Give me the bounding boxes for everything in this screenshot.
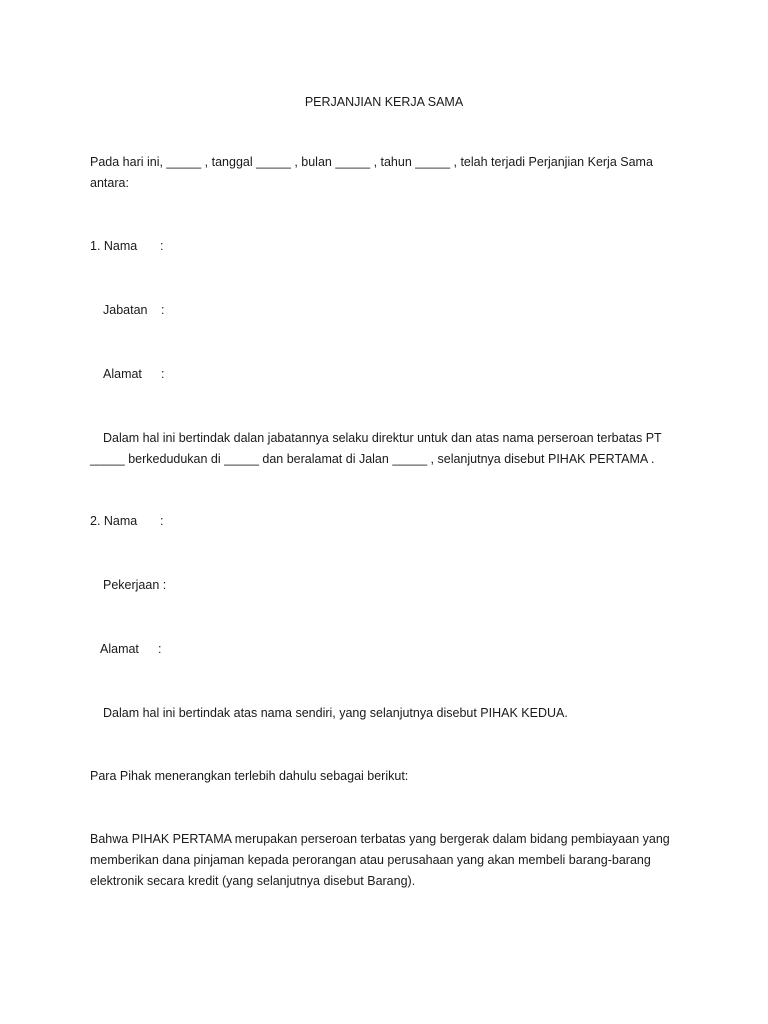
party2-desc: Dalam hal ini bertindak atas nama sendiri, yang selanjutnya disebut PIHAK KEDUA. [103,706,568,720]
party2-pekerjaan-row: Pekerjaan : [103,578,167,592]
intro-line-2: antara: [90,176,129,190]
party2-alamat-row [100,639,161,660]
party1-alamat-colon: : [161,367,165,381]
party2-nama-row [90,511,163,532]
clause-line-3: elektronik secara kredit (yang selanjutnya disebut Barang). [90,874,416,888]
document-title: PERJANJIAN KERJA SAMA [304,95,464,109]
party1-desc-line-2: _____ berkedudukan di _____ dan beralamat di Jalan _____ , selanjutnya disebut PIHAK PERTAMA . [90,452,655,466]
party2-nama-label: 2. Nama [90,514,138,528]
party2-alamat-colon: : [158,642,162,656]
intro-line-1: Pada hari ini, _____ , tanggal _____ , bulan _____ , tahun _____ , telah terjadi Perjanjian Kerja Sama [90,155,653,169]
party1-nama-colon: : [160,239,164,253]
party1-desc-line-1: Dalam hal ini bertindak dalan jabatannya selaku direktur untuk dan atas nama perseroan terbatas PT [103,431,662,445]
party1-nama-row [90,236,163,257]
party2-nama-colon: : [160,514,164,528]
party1-nama-label: 1. Nama [90,239,138,253]
party1-jabatan-colon: : [161,303,165,317]
party1-jabatan-row [103,300,164,321]
clause-line-2: memberikan dana pinjaman kepada perorangan atau perusahaan yang akan membeli barang-barang [90,853,651,867]
party1-alamat-label: Alamat [103,367,142,381]
statement-intro: Para Pihak menerangkan terlebih dahulu sebagai berikut: [90,769,409,783]
party1-alamat-row [103,364,164,385]
party2-alamat-label: Alamat [100,642,139,656]
party1-jabatan-label: Jabatan [103,303,148,317]
clause-line-1: Bahwa PIHAK PERTAMA merupakan perseroan terbatas yang bergerak dalam bidang pembiayaan yang [90,832,670,846]
